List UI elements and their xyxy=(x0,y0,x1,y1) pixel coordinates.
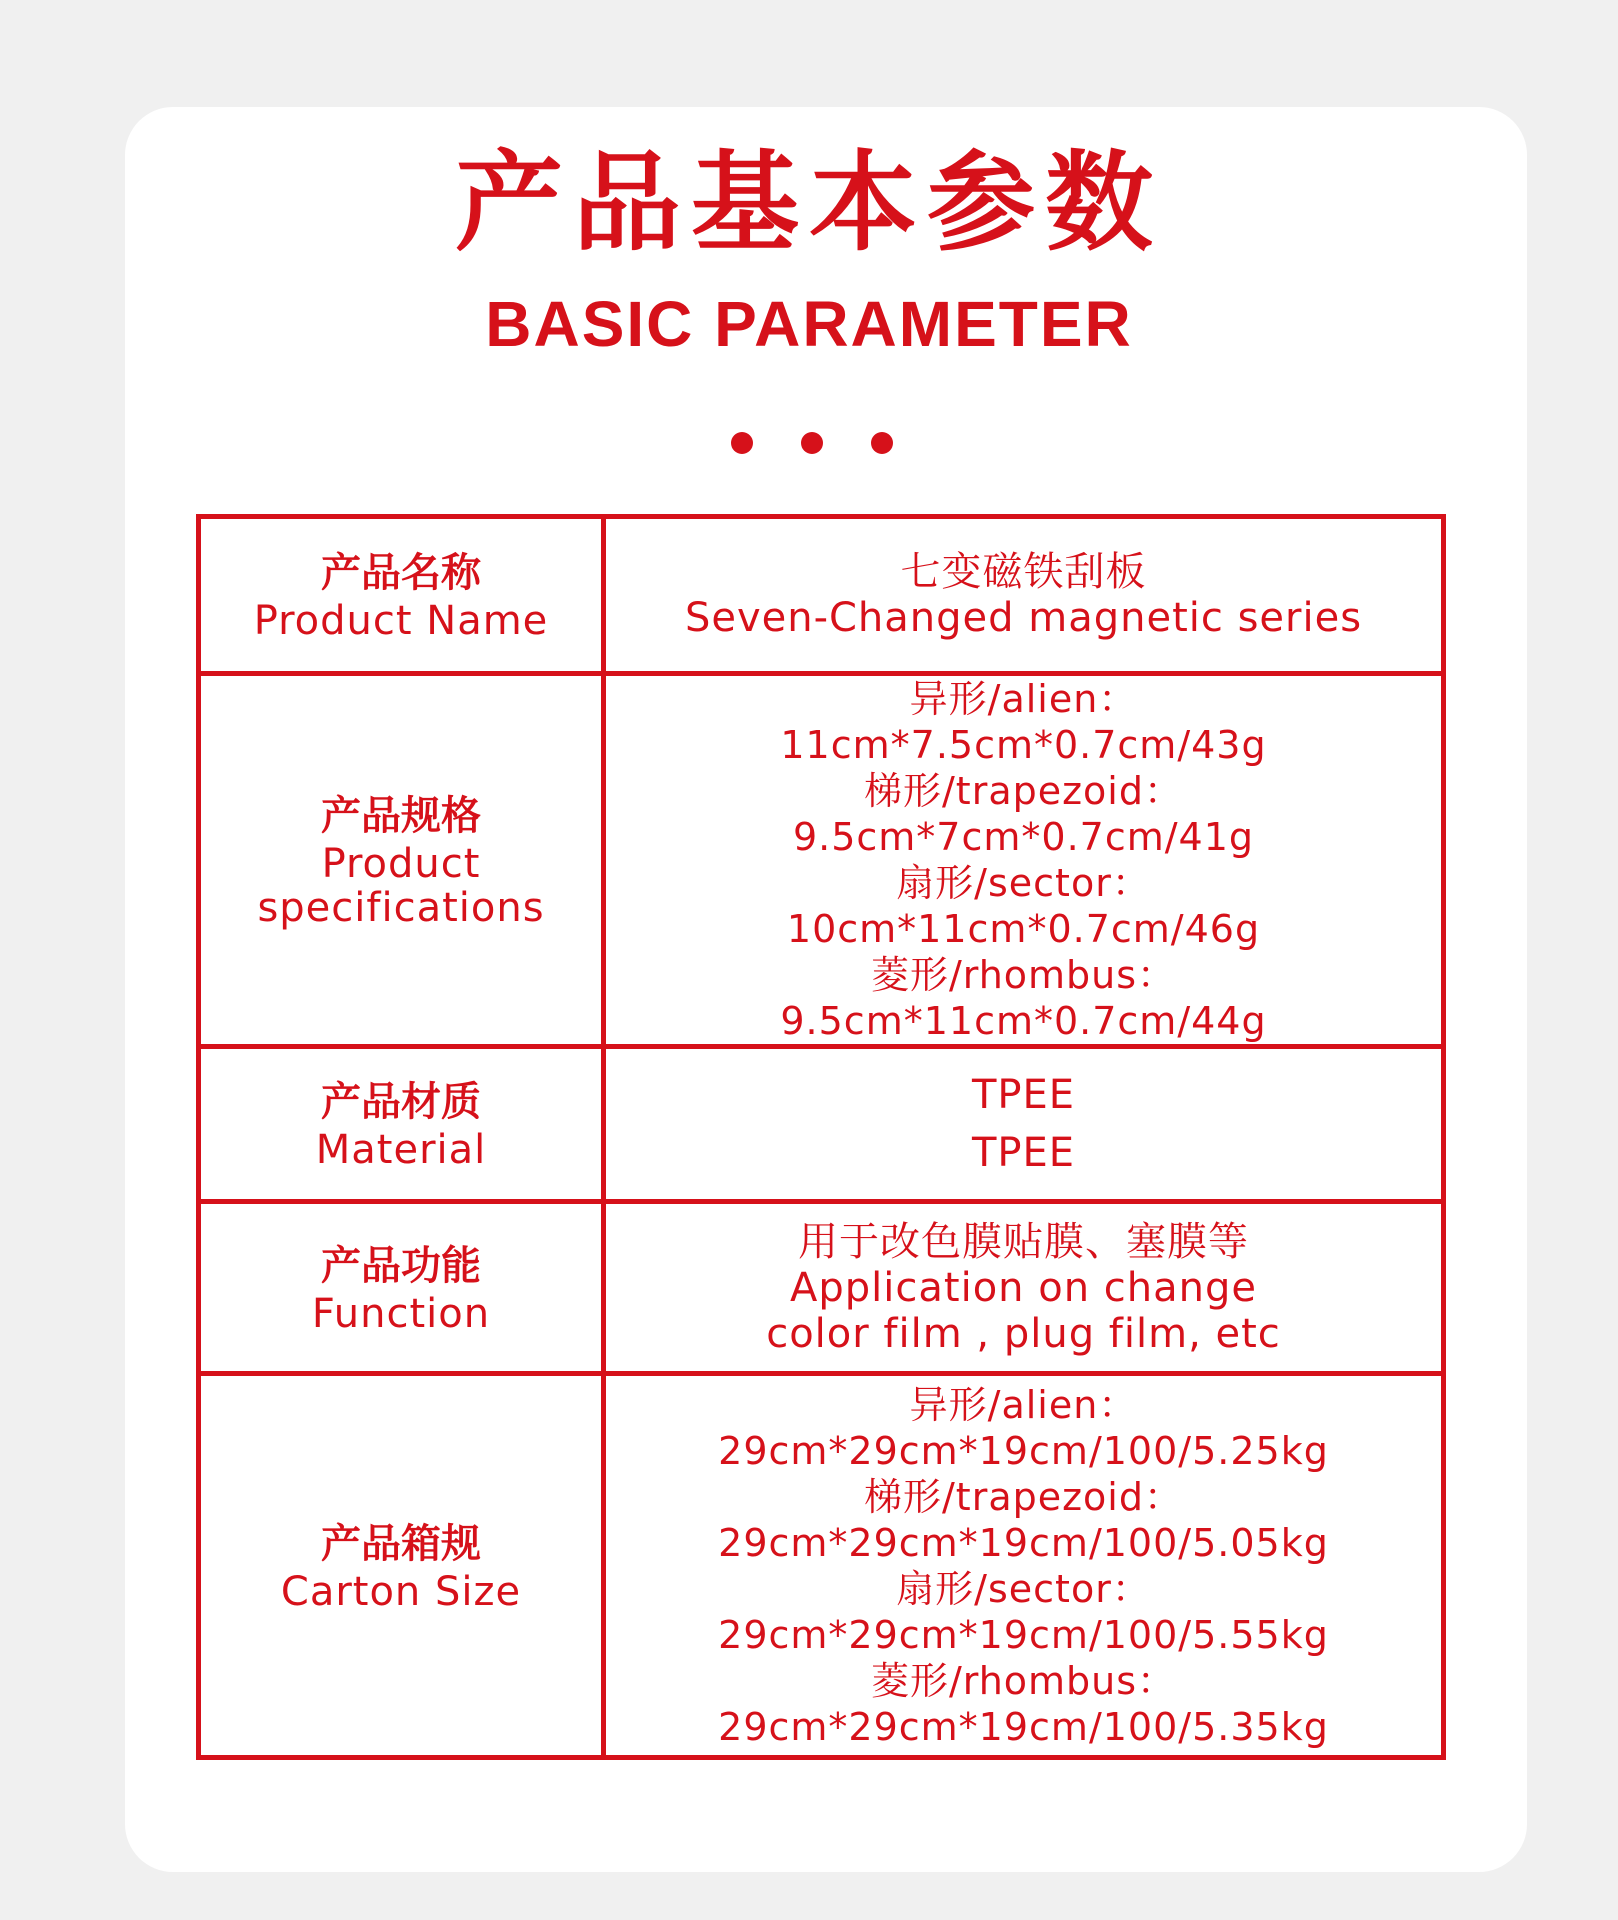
value-line: 29cm*29cm*19cm/100/5.25kg xyxy=(718,1428,1329,1473)
value-line: 29cm*29cm*19cm/100/5.05kg xyxy=(718,1520,1329,1565)
parameter-table xyxy=(196,514,1446,1760)
value-line: TPEE xyxy=(971,1130,1076,1176)
value-line: 扇形/sector： xyxy=(896,1566,1151,1611)
value-line: 菱形/rhombus： xyxy=(870,1658,1177,1703)
value-line: 梯形/trapezoid： xyxy=(864,1474,1183,1519)
value-line: 11cm*7.5cm*0.7cm/43g xyxy=(780,723,1267,767)
label-en: Function xyxy=(311,1290,491,1337)
decorative-dots xyxy=(0,432,1618,456)
row-value-material xyxy=(604,1047,1444,1202)
dot-icon xyxy=(731,432,753,454)
row-label-specifications xyxy=(199,674,604,1047)
dot-icon xyxy=(871,432,893,454)
value-line: 异形/alien： xyxy=(909,677,1138,721)
label-en: specifications xyxy=(257,885,545,931)
value-line: 用于改色膜贴膜、塞膜等 xyxy=(798,1218,1249,1265)
value-line: 异形/alien： xyxy=(909,1382,1138,1427)
label-cn: 产品规格 xyxy=(321,793,481,839)
label-en: Product xyxy=(321,841,481,887)
value-line: 9.5cm*7cm*0.7cm/41g xyxy=(792,815,1255,859)
table-row-carton-size xyxy=(199,1374,1444,1758)
value-line: 29cm*29cm*19cm/100/5.35kg xyxy=(718,1704,1329,1749)
label-cn: 产品材质 xyxy=(321,1079,481,1125)
table-row-product-name xyxy=(199,517,1444,674)
value-line: 菱形/rhombus： xyxy=(870,953,1177,997)
label-cn: 产品箱规 xyxy=(321,1520,481,1567)
dot-icon xyxy=(801,432,823,454)
value-line: 扇形/sector： xyxy=(896,861,1151,905)
label-en: Product Name xyxy=(253,598,549,644)
row-label-material xyxy=(199,1047,604,1202)
row-label-function xyxy=(199,1202,604,1374)
row-label-product-name xyxy=(199,517,604,674)
row-value-specifications xyxy=(604,674,1444,1047)
table-row-specifications xyxy=(199,674,1444,1047)
value-line: 29cm*29cm*19cm/100/5.55kg xyxy=(718,1612,1329,1657)
value-line: 七变磁铁刮板 xyxy=(900,549,1147,595)
value-line: 9.5cm*11cm*0.7cm/44g xyxy=(780,999,1267,1043)
value-line: TPEE xyxy=(971,1072,1076,1118)
value-line: 10cm*11cm*0.7cm/46g xyxy=(786,907,1261,951)
label-en: Carton Size xyxy=(280,1568,522,1615)
value-line: Application on change xyxy=(790,1264,1257,1311)
row-value-carton-size xyxy=(604,1374,1444,1758)
label-en: Material xyxy=(315,1127,487,1173)
label-cn: 产品名称 xyxy=(321,550,481,596)
value-line: color film , plug film, etc xyxy=(766,1310,1281,1357)
row-value-function xyxy=(604,1202,1444,1374)
table-row-material xyxy=(199,1047,1444,1202)
value-line: Seven-Changed magnetic series xyxy=(684,595,1363,641)
row-label-carton-size xyxy=(199,1374,604,1758)
table-row-function xyxy=(199,1202,1444,1374)
page-title-cn: 产品基本参数 xyxy=(454,141,1163,266)
label-cn: 产品功能 xyxy=(321,1242,481,1289)
value-line: 梯形/trapezoid： xyxy=(864,769,1183,813)
page-title-en: BASIC PARAMETER xyxy=(485,288,1133,360)
row-value-product-name xyxy=(604,517,1444,674)
